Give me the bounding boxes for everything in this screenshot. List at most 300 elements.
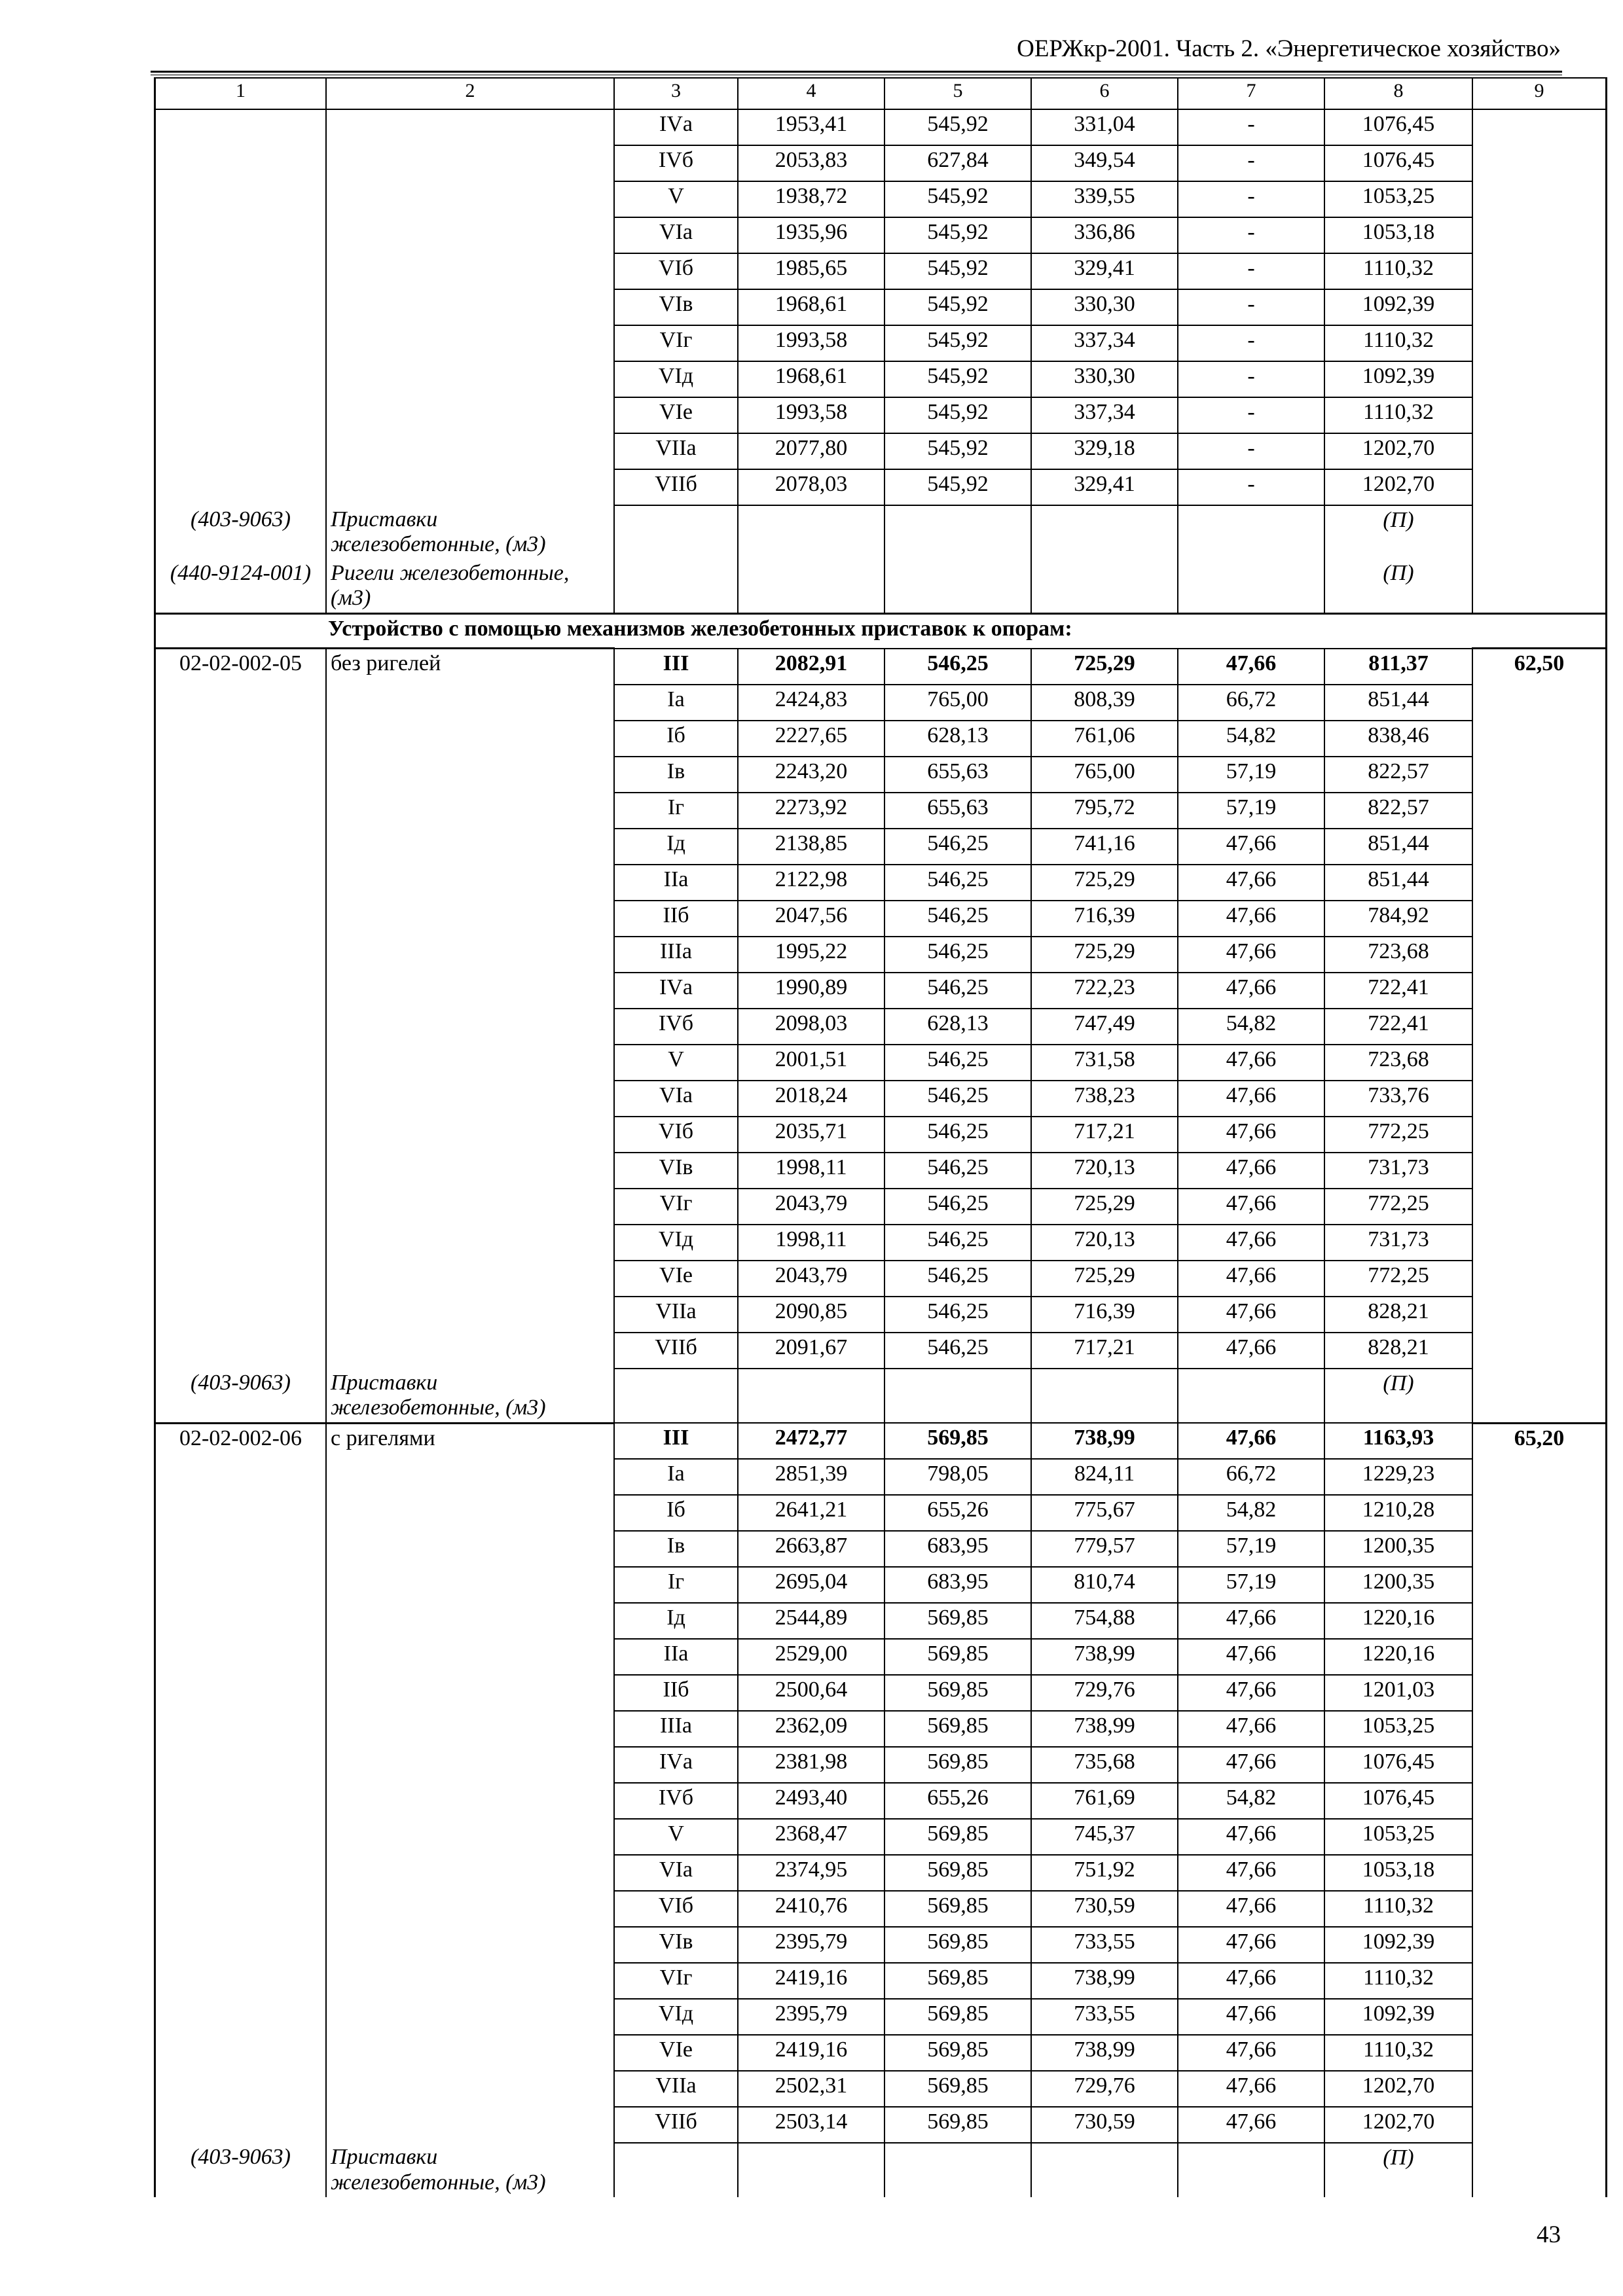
table-row [155, 1927, 1607, 1963]
rates-table [154, 77, 1607, 2197]
table-row [155, 1639, 1607, 1675]
table-cell: 2018,24 [738, 1081, 884, 1117]
table-cell: 47,66 [1178, 1045, 1324, 1081]
table-cell: - [1178, 361, 1324, 397]
table-cell: 765,00 [1031, 757, 1178, 793]
table-cell: Iг [614, 793, 738, 829]
column-number-cell: 8 [1324, 78, 1472, 109]
table-cell: 569,85 [884, 1639, 1031, 1675]
table-cell: 655,26 [884, 1495, 1031, 1531]
column-number-cell: 9 [1472, 78, 1607, 109]
table-cell [1472, 217, 1607, 253]
table-row [155, 109, 1607, 145]
table-cell: VIб [614, 1891, 738, 1927]
table-cell [326, 1459, 614, 1495]
table-cell: 47,66 [1178, 1225, 1324, 1261]
table-cell: 810,74 [1031, 1567, 1178, 1603]
table-cell [326, 1603, 614, 1639]
table-cell: 761,06 [1031, 721, 1178, 757]
table-cell [614, 1369, 738, 1424]
table-cell: 546,25 [884, 1261, 1031, 1297]
table-cell: VIIб [614, 1333, 738, 1369]
table-cell: 2381,98 [738, 1747, 884, 1783]
table-cell: 1092,39 [1324, 361, 1472, 397]
table-cell: 329,18 [1031, 433, 1178, 469]
table-cell: 775,67 [1031, 1495, 1178, 1531]
table-cell: Приставки железобетонные, (м3) [326, 2143, 614, 2197]
table-cell: 546,25 [884, 1081, 1031, 1117]
table-cell [155, 1261, 327, 1297]
table-cell [614, 505, 738, 559]
table-row [155, 1711, 1607, 1747]
table-cell: 546,25 [884, 1297, 1031, 1333]
table-row [155, 1963, 1607, 1999]
table-cell: - [1178, 217, 1324, 253]
table-cell: 851,44 [1324, 865, 1472, 901]
table-cell: VIа [614, 1081, 738, 1117]
table-cell: 1110,32 [1324, 253, 1472, 289]
table-cell: 569,85 [884, 1711, 1031, 1747]
table-cell [1472, 1225, 1607, 1261]
table-cell: Iг [614, 1567, 738, 1603]
table-cell [1472, 1081, 1607, 1117]
table-row [155, 685, 1607, 721]
table-cell: Iд [614, 829, 738, 865]
table-cell: 1935,96 [738, 217, 884, 253]
table-cell: 733,55 [1031, 1999, 1178, 2035]
table-cell: 798,05 [884, 1459, 1031, 1495]
table-row [155, 973, 1607, 1009]
column-number-cell: 5 [884, 78, 1031, 109]
rate-code: 02-02-002-06 [155, 1423, 327, 1459]
table-cell [326, 829, 614, 865]
table-cell: 722,23 [1031, 973, 1178, 1009]
table-cell [155, 1927, 327, 1963]
table-cell: 2043,79 [738, 1189, 884, 1225]
table-cell: 1110,32 [1324, 325, 1472, 361]
table-cell [155, 145, 327, 181]
table-cell [326, 145, 614, 181]
table-cell: VIа [614, 1855, 738, 1891]
table-cell: 330,30 [1031, 289, 1178, 325]
table-cell: IIб [614, 1675, 738, 1711]
table-cell [155, 685, 327, 721]
table-cell [884, 2143, 1031, 2197]
table-cell [1472, 397, 1607, 433]
table-cell [1472, 1261, 1607, 1297]
table-cell: 730,59 [1031, 2107, 1178, 2143]
table-cell: 765,00 [884, 685, 1031, 721]
table-cell: 761,69 [1031, 1783, 1178, 1819]
table-cell [738, 1369, 884, 1424]
table-cell: 731,73 [1324, 1225, 1472, 1261]
table-cell [326, 433, 614, 469]
table-cell [884, 1369, 1031, 1424]
table-cell: 784,92 [1324, 901, 1472, 937]
table-cell: 723,68 [1324, 937, 1472, 973]
table-cell: 2362,09 [738, 1711, 884, 1747]
table-cell: 339,55 [1031, 181, 1178, 217]
table-row [155, 1117, 1607, 1153]
table-cell: VIIа [614, 1297, 738, 1333]
table-row [155, 757, 1607, 793]
table-cell [326, 1783, 614, 1819]
column-number-cell: 1 [155, 78, 327, 109]
note-row [155, 2143, 1607, 2197]
table-cell: 47,66 [1178, 2107, 1324, 2143]
table-cell: 828,21 [1324, 1333, 1472, 1369]
table-cell: 2472,77 [738, 1423, 884, 1459]
table-cell [1472, 1819, 1607, 1855]
table-cell: 655,63 [884, 757, 1031, 793]
table-cell: 1202,70 [1324, 2071, 1472, 2107]
table-cell [1472, 2143, 1607, 2197]
table-cell: 2273,92 [738, 793, 884, 829]
table-cell: IIа [614, 1639, 738, 1675]
table-cell: 808,39 [1031, 685, 1178, 721]
table-cell [1472, 361, 1607, 397]
table-cell [326, 1855, 614, 1891]
table-cell: 1053,18 [1324, 217, 1472, 253]
table-row [155, 1891, 1607, 1927]
table-cell: 54,82 [1178, 1009, 1324, 1045]
table-cell: 1953,41 [738, 109, 884, 145]
table-cell: 1076,45 [1324, 1747, 1472, 1783]
table-cell [155, 1711, 327, 1747]
table-cell: 738,99 [1031, 1963, 1178, 1999]
table-cell [326, 2035, 614, 2071]
table-cell [326, 1747, 614, 1783]
table-cell: 1990,89 [738, 973, 884, 1009]
table-cell: 716,39 [1031, 901, 1178, 937]
table-cell: 729,76 [1031, 2071, 1178, 2107]
table-cell [326, 361, 614, 397]
table-row [155, 1081, 1607, 1117]
table-cell: 47,66 [1178, 1819, 1324, 1855]
table-cell: 720,13 [1031, 1153, 1178, 1189]
column-number-cell: 3 [614, 78, 738, 109]
table-cell [155, 253, 327, 289]
table-cell: 725,29 [1031, 865, 1178, 901]
table-cell: - [1178, 181, 1324, 217]
table-cell [155, 1189, 327, 1225]
table-cell: 628,13 [884, 721, 1031, 757]
table-cell [326, 289, 614, 325]
table-cell: 546,25 [884, 973, 1031, 1009]
table-cell: 57,19 [1178, 793, 1324, 829]
table-cell: - [1178, 397, 1324, 433]
table-cell [1472, 559, 1607, 614]
table-cell: 1076,45 [1324, 109, 1472, 145]
table-cell [155, 1855, 327, 1891]
table-cell [1472, 1297, 1607, 1333]
table-cell [738, 559, 884, 614]
table-cell: 1200,35 [1324, 1531, 1472, 1567]
table-cell [326, 1999, 614, 2035]
table-cell [1472, 1783, 1607, 1819]
table-cell [155, 289, 327, 325]
table-cell: 716,39 [1031, 1297, 1178, 1333]
table-row [155, 289, 1607, 325]
section-title-row [155, 614, 1607, 649]
table-row [155, 2071, 1607, 2107]
table-cell: 1201,03 [1324, 1675, 1472, 1711]
table-cell: 47,66 [1178, 649, 1324, 685]
table-cell: VIе [614, 2035, 738, 2071]
table-cell: 545,92 [884, 289, 1031, 325]
table-row [155, 145, 1607, 181]
table-cell [1472, 901, 1607, 937]
table-cell: 569,85 [884, 2071, 1031, 2107]
table-cell [1031, 2143, 1178, 2197]
table-cell: IIа [614, 865, 738, 901]
table-cell: 2078,03 [738, 469, 884, 505]
table-cell: 735,68 [1031, 1747, 1178, 1783]
table-cell: 838,46 [1324, 721, 1472, 757]
table-cell: 754,88 [1031, 1603, 1178, 1639]
table-cell [1472, 1639, 1607, 1675]
table-cell [326, 469, 614, 505]
table-cell [1472, 1891, 1607, 1927]
table-row [155, 829, 1607, 865]
table-cell: 47,66 [1178, 1117, 1324, 1153]
table-cell: 1968,61 [738, 361, 884, 397]
table-cell: 54,82 [1178, 1783, 1324, 1819]
table-cell: 569,85 [884, 1927, 1031, 1963]
table-cell: 1229,23 [1324, 1459, 1472, 1495]
table-cell: 738,99 [1031, 1639, 1178, 1675]
note-row [155, 559, 1607, 614]
table-cell: 2503,14 [738, 2107, 884, 2143]
table-cell: IVб [614, 1783, 738, 1819]
table-cell: 331,04 [1031, 109, 1178, 145]
table-cell: 738,23 [1031, 1081, 1178, 1117]
table-cell: 47,66 [1178, 1297, 1324, 1333]
table-row [155, 361, 1607, 397]
table-cell: Iа [614, 685, 738, 721]
table-cell [884, 559, 1031, 614]
table-cell: 2395,79 [738, 1999, 884, 2035]
table-cell: 720,13 [1031, 1225, 1178, 1261]
table-cell: 2374,95 [738, 1855, 884, 1891]
table-cell [326, 1081, 614, 1117]
table-cell [326, 1009, 614, 1045]
table-cell [326, 1711, 614, 1747]
table-cell [738, 2143, 884, 2197]
table-cell: 1985,65 [738, 253, 884, 289]
table-cell: 1968,61 [738, 289, 884, 325]
table-row [155, 1189, 1607, 1225]
table-cell [326, 2071, 614, 2107]
table-cell: 57,19 [1178, 757, 1324, 793]
table-cell: IIIа [614, 1711, 738, 1747]
table-cell: - [1178, 109, 1324, 145]
table-cell: 66,72 [1178, 685, 1324, 721]
table-cell: 2851,39 [738, 1459, 884, 1495]
table-cell: 47,66 [1178, 1927, 1324, 1963]
table-cell: 47,66 [1178, 1081, 1324, 1117]
table-cell [326, 109, 614, 145]
table-row [155, 1783, 1607, 1819]
table-cell: 717,21 [1031, 1333, 1178, 1369]
table-cell: 47,66 [1178, 1333, 1324, 1369]
table-cell [155, 2107, 327, 2143]
table-cell: 824,11 [1031, 1459, 1178, 1495]
note-row [155, 505, 1607, 559]
table-cell [155, 793, 327, 829]
table-row [155, 1225, 1607, 1261]
table-cell [1472, 2071, 1607, 2107]
table-cell: IVб [614, 145, 738, 181]
column-number-row [155, 78, 1607, 109]
table-row [155, 1603, 1607, 1639]
table-cell: 772,25 [1324, 1117, 1472, 1153]
table-cell: IVа [614, 1747, 738, 1783]
table-cell: VIг [614, 325, 738, 361]
table-cell [326, 1495, 614, 1531]
table-cell [326, 1927, 614, 1963]
table-cell: 2529,00 [738, 1639, 884, 1675]
table-row [155, 793, 1607, 829]
table-cell [1472, 937, 1607, 973]
table-cell: 545,92 [884, 361, 1031, 397]
table-cell [738, 505, 884, 559]
table-cell: Приставки железобетонные, (м3) [326, 1369, 614, 1424]
table-cell: 2419,16 [738, 2035, 884, 2071]
table-cell: 2122,98 [738, 865, 884, 901]
column-number-cell: 7 [1178, 78, 1324, 109]
table-cell [326, 1261, 614, 1297]
table-cell [1472, 1531, 1607, 1567]
table-cell: 65,20 [1472, 1423, 1607, 1459]
table-cell: 329,41 [1031, 253, 1178, 289]
table-cell [155, 937, 327, 973]
table-cell [1472, 721, 1607, 757]
table-cell: 738,99 [1031, 1711, 1178, 1747]
table-cell: 47,66 [1178, 1423, 1324, 1459]
table-cell: 337,34 [1031, 325, 1178, 361]
table-cell [155, 2035, 327, 2071]
table-cell: 717,21 [1031, 1117, 1178, 1153]
table-cell [1472, 433, 1607, 469]
header-rule [151, 71, 1562, 73]
table-cell [1472, 181, 1607, 217]
table-row [155, 1459, 1607, 1495]
table-cell [155, 361, 327, 397]
table-cell [155, 433, 327, 469]
table-row [155, 1153, 1607, 1189]
table-cell [326, 1153, 614, 1189]
table-cell [1472, 829, 1607, 865]
table-cell: (П) [1324, 1369, 1472, 1424]
table-cell: 2544,89 [738, 1603, 884, 1639]
table-cell: 1092,39 [1324, 1999, 1472, 2035]
table-cell [326, 937, 614, 973]
table-cell: V [614, 1045, 738, 1081]
table-cell [326, 793, 614, 829]
table-cell: III [614, 649, 738, 685]
table-cell [155, 1567, 327, 1603]
table-cell: 725,29 [1031, 649, 1178, 685]
table-cell [1472, 325, 1607, 361]
table-cell: (П) [1324, 505, 1472, 559]
table-cell: 546,25 [884, 829, 1031, 865]
table-cell: VIв [614, 1927, 738, 1963]
table-cell [155, 397, 327, 433]
table-cell [155, 1639, 327, 1675]
table-cell: 569,85 [884, 1891, 1031, 1927]
table-cell: 730,59 [1031, 1891, 1178, 1927]
table-row [155, 1675, 1607, 1711]
table-cell: 655,63 [884, 793, 1031, 829]
table-cell: 545,92 [884, 217, 1031, 253]
table-cell [155, 1297, 327, 1333]
table-cell: 1938,72 [738, 181, 884, 217]
table-cell: Iв [614, 757, 738, 793]
table-cell: VIг [614, 1189, 738, 1225]
table-cell: VIIа [614, 433, 738, 469]
table-cell: Ригели железобетонные, (м3) [326, 559, 614, 614]
table-cell: VIг [614, 1963, 738, 1999]
table-cell: 772,25 [1324, 1189, 1472, 1225]
table-row [155, 1999, 1607, 2035]
table-cell: 47,66 [1178, 1891, 1324, 1927]
table-cell: 2001,51 [738, 1045, 884, 1081]
table-cell [155, 1459, 327, 1495]
table-row [155, 2107, 1607, 2143]
table-cell [1472, 1153, 1607, 1189]
table-cell [155, 1009, 327, 1045]
table-cell [1472, 1963, 1607, 1999]
table-cell [1472, 757, 1607, 793]
table-cell: VIд [614, 1225, 738, 1261]
table-cell: 751,92 [1031, 1855, 1178, 1891]
table-cell [326, 325, 614, 361]
table-cell: 741,16 [1031, 829, 1178, 865]
table-cell: - [1178, 145, 1324, 181]
table-cell: 1993,58 [738, 325, 884, 361]
table-cell [155, 1999, 327, 2035]
table-cell: 47,66 [1178, 1603, 1324, 1639]
table-cell [155, 1081, 327, 1117]
table-cell: 545,92 [884, 325, 1031, 361]
table-cell: 47,66 [1178, 1261, 1324, 1297]
table-cell: 337,34 [1031, 397, 1178, 433]
table-cell: 731,58 [1031, 1045, 1178, 1081]
table-cell: 738,99 [1031, 2035, 1178, 2071]
section-title-cell [155, 614, 1607, 649]
table-cell [326, 1297, 614, 1333]
table-cell [1178, 1369, 1324, 1424]
table-cell: 57,19 [1178, 1531, 1324, 1567]
table-row [155, 253, 1607, 289]
table-cell: 57,19 [1178, 1567, 1324, 1603]
table-cell: 569,85 [884, 1855, 1031, 1891]
table-cell: 2091,67 [738, 1333, 884, 1369]
table-cell [155, 829, 327, 865]
table-row [155, 721, 1607, 757]
table-cell: 569,85 [884, 1963, 1031, 1999]
table-cell: IVб [614, 1009, 738, 1045]
table-cell: 546,25 [884, 937, 1031, 973]
table-cell: Iа [614, 1459, 738, 1495]
table-cell [326, 1531, 614, 1567]
table-cell: 722,41 [1324, 1009, 1472, 1045]
table-cell: 62,50 [1472, 649, 1607, 685]
table-cell: 729,76 [1031, 1675, 1178, 1711]
table-cell: 569,85 [884, 2035, 1031, 2071]
page-number: 43 [1537, 2221, 1561, 2248]
